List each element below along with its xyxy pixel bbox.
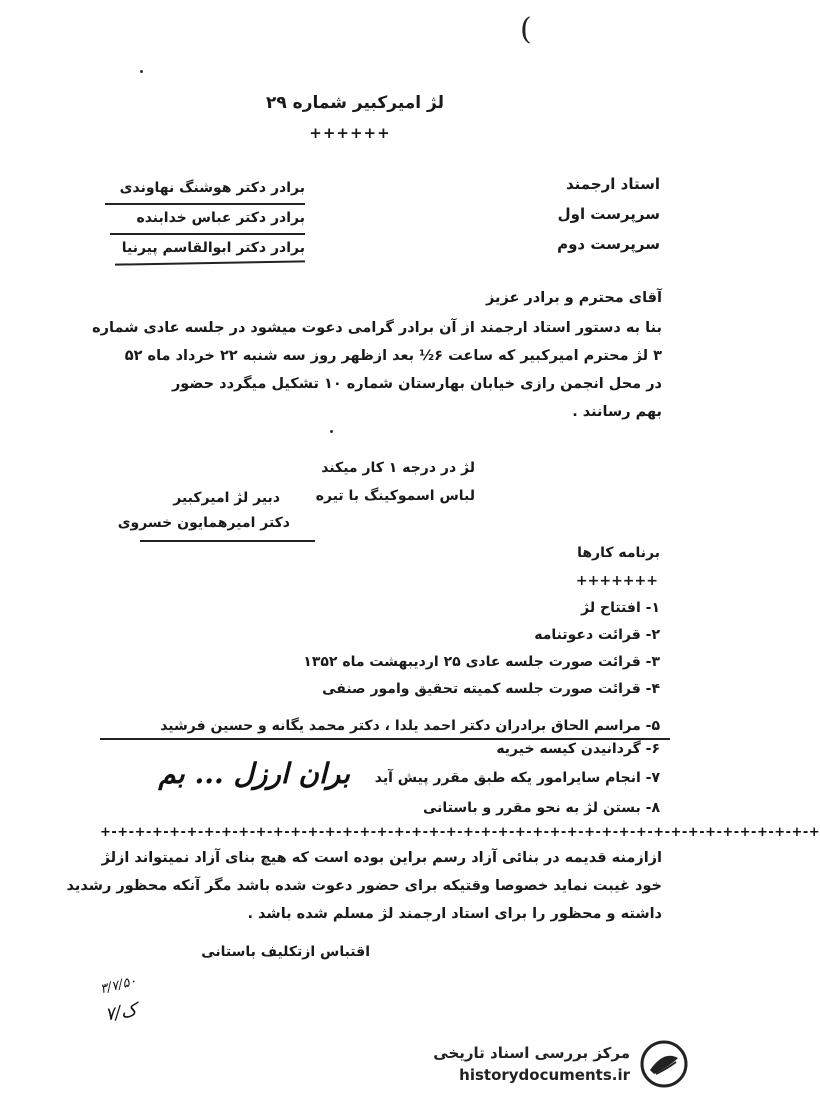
footer-watermark xyxy=(368,1040,688,1090)
header-underline-1 xyxy=(105,203,305,205)
dress-line: لباس اسموکینگ با تیره xyxy=(315,488,475,504)
handwritten-note: بران ارزل ... بم xyxy=(158,757,350,790)
body-line-1: بنا به دستور استاد ارجمند از آن برادر گرامی دعوت میشود در جلسه عادی شماره xyxy=(92,320,662,336)
salutation: آقای محترم و برادر عزیز xyxy=(485,290,662,306)
signature-underline xyxy=(140,540,315,542)
footer-center-name: مرکز بررسی اسناد تاریخی xyxy=(433,1044,630,1062)
scan-speck xyxy=(330,430,333,433)
signature-title: دبیر لژ امیرکبیر xyxy=(173,490,280,506)
header-underline-2 xyxy=(110,233,305,235)
agenda-item-2: ۲- قرائت دعوتنامه xyxy=(534,627,660,643)
closing-source: اقتباس ازتکلیف باستانی xyxy=(201,944,370,960)
divider-dash-row: +-+-+-+-+-+-+-+-+-+-+-+-+-+-+-+-+-+-+-+-+-+-+-+-+-+-+-+-+-+-+-+-+-+-+-+-+-+-+-+-+-+ xyxy=(100,825,820,840)
corner-mark: ( xyxy=(520,12,532,47)
agenda-item-5: ۵- مراسم الحاق برادران دکتر احمد یلدا ، دکتر محمد یگانه و حسین فرشید xyxy=(160,718,660,734)
agenda-item-3: ۳- قرائت صورت جلسه عادی ۲۵ اردیبهشت ماه ۱۳۵۲ xyxy=(303,654,660,670)
agenda-item-7: ۷- انجام سایرامور یکه طبق مقرر پیش آید xyxy=(374,770,660,786)
document-title: لژ امیرکبیر شماره ۲۹ xyxy=(265,93,444,113)
body-line-3: در محل انجمن رازی خیابان بهارستان شماره ۱۰ تشکیل میگردد حضور xyxy=(171,376,662,392)
header-underline-3 xyxy=(115,260,305,265)
header-role-warden-1: سرپرست اول xyxy=(557,205,660,223)
degree-line: لژ در درجه ۱ کار میکند xyxy=(321,460,475,476)
handwritten-date: ۳/۷/۵۰ xyxy=(98,973,138,998)
agenda-item-5-underline xyxy=(100,738,670,740)
closing-line-1: ازازمنه قدیمه در بنائی آزاد رسم براین بوده است که هیچ بنای آزاد نمیتواند ازلژ xyxy=(101,850,662,866)
agenda-item-1: ۱- افتتاح لژ xyxy=(581,600,660,616)
signature-name: دکتر امیرهمایون خسروی xyxy=(117,515,290,531)
header-name-1: برادر دکتر هوشنگ نهاوندی xyxy=(119,180,305,196)
agenda-item-4: ۴- قرائت صورت جلسه کمیته تحقیق وامور صنفی xyxy=(322,681,660,697)
closing-line-3: داشته و محظور را برای استاد ارجمند لژ مسلم شده باشد . xyxy=(247,906,662,922)
header-name-2: برادر دکتر عباس خدابنده xyxy=(136,210,305,226)
body-line-2: ۳ لژ محترم امیرکبیر که ساعت ۶½ بعد ازظهر روز سه شنبه ۲۲ خرداد ماه ۵۲ xyxy=(124,348,662,364)
agenda-item-8: ۸- بستن لژ به نحو مقرر و باستانی xyxy=(422,800,660,816)
handwritten-ref: ۷/ک xyxy=(103,999,139,1026)
header-name-3: برادر دکتر ابوالقاسم پیرنیا xyxy=(121,240,305,256)
agenda-plus-row: +++++++ xyxy=(575,573,658,589)
header-role-warden-2: سرپرست دوم xyxy=(557,235,660,253)
footer-website: historydocuments.ir xyxy=(459,1066,630,1084)
closing-line-2: خود غیبت نماید خصوصا وقتیکه برای حضور دعوت شده باشد مگر آنکه محظور رشدید xyxy=(66,878,662,894)
title-plus-row: ++++++ xyxy=(309,124,391,142)
agenda-title: برنامه کارها xyxy=(577,545,660,561)
agenda-item-6: ۶- گردانیدن کیسه خیریه xyxy=(496,741,660,757)
scan-speck xyxy=(140,70,143,73)
body-line-4: بهم رسانند . xyxy=(572,404,662,420)
header-role-master: استاد ارجمند xyxy=(566,175,660,193)
archive-logo-icon xyxy=(640,1040,688,1088)
